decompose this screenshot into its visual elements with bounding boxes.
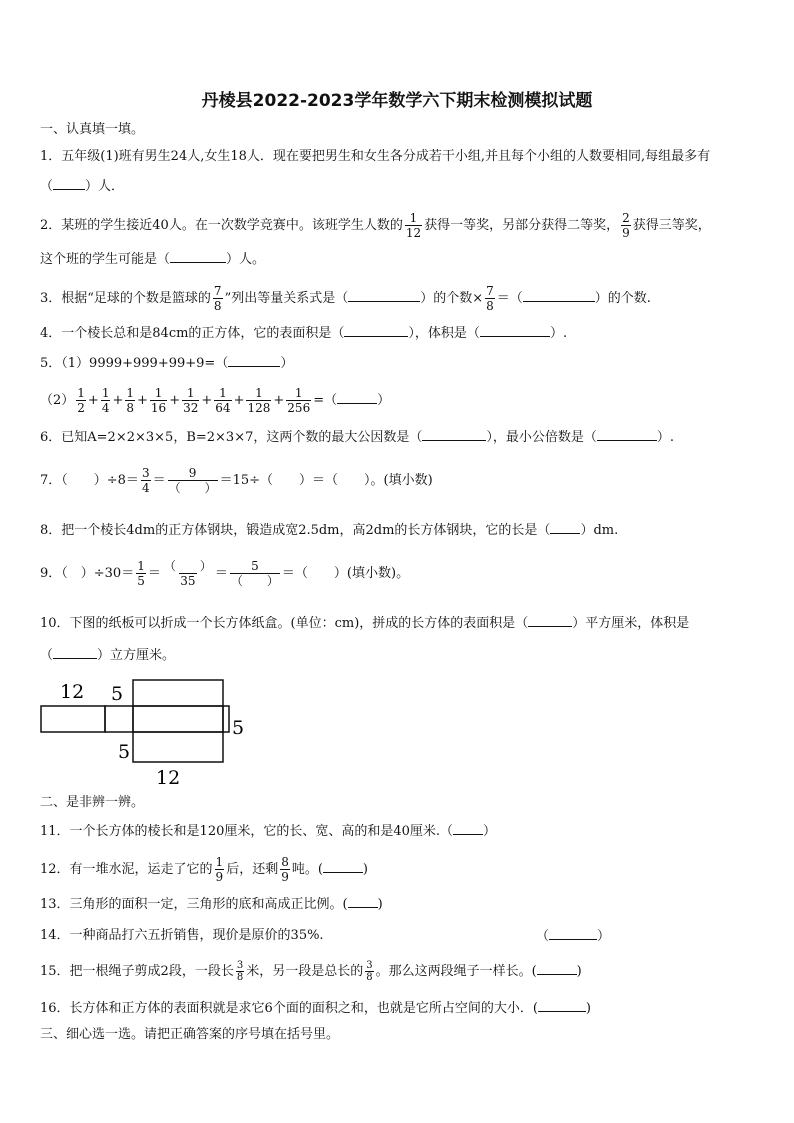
fraction: $\frac{3}{4}$: [141, 466, 150, 495]
answer-blank[interactable]: [597, 428, 657, 441]
section-2-heading: 二、是非辨一辨。: [40, 795, 145, 810]
section-3-heading: 三、细心选一选。请把正确答案的序号填在括号里。: [40, 1027, 340, 1042]
label-5-top: 5: [111, 683, 124, 705]
plus-sign: +: [201, 393, 213, 408]
plus-sign: +: [137, 393, 148, 408]
question-16: 16．长方体和正方体的表面积就是求它6个面的面积之和，也就是它所占空间的大小．( ): [40, 1001, 591, 1016]
question-3: 3．根据“足球的个数是篮球的 $\frac{7}{8}$ ”列出等量关系式是（ ）的个数× $\frac{7}{8}$ ＝（ ）的个数.: [40, 284, 651, 313]
q1-text: 1．五年级(1)班有男生24人,女生18人．现在要把男生和女生各分成若干小组,并且每个小组的人数要相同,每组最多有: [40, 149, 711, 164]
fraction: $\frac{1}{256}$: [287, 386, 311, 415]
answer-blank[interactable]: [538, 999, 586, 1012]
question-12: 12．有一堆水泥，运走了它的 $\frac{1}{9}$ 后，还剩 $\frac{8}{9}$ 吨。( ): [40, 855, 368, 884]
answer-blank[interactable]: [348, 289, 420, 302]
answer-blank[interactable]: [528, 614, 572, 627]
fraction: $\frac{1}{128}$: [247, 386, 271, 415]
question-9: 9．（ ）÷30＝ $\frac{1}{5}$ ＝ $\frac{( )}{35}$ ＝ $\frac{5}{( )}$ ＝（ ）(填小数)。: [40, 559, 410, 588]
answer-blank[interactable]: [422, 428, 486, 441]
net-face-small: [105, 706, 133, 732]
answer-blank[interactable]: [480, 324, 550, 337]
question-10-line-2: （ ）立方厘米。: [40, 648, 176, 663]
answer-blank[interactable]: [228, 354, 280, 367]
fraction: $\frac{1}{9}$: [215, 855, 224, 884]
question-14-answer: （ ）: [536, 929, 611, 944]
fraction: $\frac{( )}{35}$: [163, 559, 212, 588]
plus-sign: +: [87, 393, 99, 408]
question-4: 4．一个棱长总和是84cm的正方体，它的表面积是（ ），体积是（ ）.: [40, 326, 568, 341]
question-5-part-2: （2） $\frac{1}{2}$ + $\frac{1}{4}$ + $\frac{1}{8}$ + $\frac{1}{16}$ + $\frac{1}{32}$ + $\frac{1}{64}$ + $\frac{1}{128}$ + $\frac{1}{256}$ =（ ）: [40, 386, 391, 415]
answer-blank[interactable]: [170, 250, 226, 263]
net-face-middle: [133, 706, 223, 732]
question-1-line-2: （ ）人．: [40, 179, 125, 194]
box-net-figure: [36, 672, 256, 790]
question-14: 14．一种商品打六五折销售，现价是原价的35%.: [40, 928, 324, 943]
question-6: 6．已知A=2×2×3×5，B=2×3×7，这两个数的最大公因数是（ ），最小公倍数是（ ）.: [40, 430, 675, 445]
page-title: 丹棱县2022-2023学年数学六下期末检测模拟试题: [201, 91, 593, 111]
fraction: $\frac{1}{5}$: [137, 559, 145, 588]
answer-blank[interactable]: [549, 927, 597, 940]
answer-blank[interactable]: [348, 895, 378, 908]
answer-blank[interactable]: [453, 822, 483, 835]
fraction: $\frac{1}{32}$: [183, 386, 199, 415]
fraction: $\frac{3}{8}$: [236, 960, 244, 983]
fraction: $\frac{3}{8}$: [366, 960, 373, 983]
answer-blank[interactable]: [323, 860, 363, 873]
fraction: $\frac{7}{8}$: [213, 284, 222, 313]
section-1-heading: 一、认真填一填。: [40, 122, 145, 137]
question-1-line-1: [40, 148, 710, 166]
question-5-part-1: 5．（1）9999+999+99+9=（ ）: [40, 356, 294, 371]
answer-blank[interactable]: [344, 324, 408, 337]
label-12-bottom: 12: [156, 767, 181, 789]
label-12-top: 12: [60, 681, 85, 703]
question-7: 7．（ ）÷8＝ $\frac{3}{4}$ ＝ $\frac{9}{( )}$ ＝15÷（ ）＝（ ）。(填小数): [40, 466, 433, 495]
fraction: $\frac{5}{( )}$: [230, 559, 279, 588]
fraction: $\frac{8}{9}$: [281, 855, 289, 884]
plus-sign: +: [273, 393, 285, 408]
plus-sign: +: [112, 393, 124, 408]
answer-blank[interactable]: [337, 391, 377, 404]
question-13: 13．三角形的面积一定，三角形的底和高成正比例。( ): [40, 897, 383, 912]
fraction: $\frac{7}{8}$: [486, 284, 494, 313]
fraction: $\frac{9}{( )}$: [168, 466, 217, 495]
fraction: $\frac{1}{16}$: [150, 386, 167, 415]
label-5-right: 5: [232, 717, 245, 739]
plus-sign: +: [233, 393, 245, 408]
answer-blank[interactable]: [53, 177, 85, 190]
answer-blank[interactable]: [550, 521, 580, 534]
net-face-left: [41, 706, 105, 732]
fraction: $\frac{1}{2}$: [77, 386, 85, 415]
question-15: 15．把一根绳子剪成2段，一段长 $\frac{3}{8}$ 米，另一段是总长的 $\frac{3}{8}$ 。那么这两段绳子一样长。( ): [40, 960, 582, 983]
question-8: 8．把一个棱长4dm的正方体钢块，锻造成宽2.5dm，高2dm的长方体钢块，它的长是（ ）dm.: [40, 523, 619, 538]
question-10-line-1: 10．下图的纸板可以折成一个长方体纸盒。(单位：cm)，拼成的长方体的表面积是（ ）平方厘米，体积是: [40, 616, 690, 631]
answer-blank[interactable]: [537, 962, 577, 975]
fraction: $\frac{1}{8}$: [126, 386, 135, 415]
question-2-line-1: 2．某班的学生接近40人。在一次数学竞赛中。该班学生人数的 $\frac{1}{12}$ 获得一等奖，另部分获得二等奖， $\frac{2}{9}$ 获得三等奖，: [40, 211, 711, 240]
fraction: $\frac{1}{4}$: [101, 386, 110, 415]
answer-blank[interactable]: [53, 646, 97, 659]
net-face-right: [223, 706, 229, 732]
answer-blank[interactable]: [523, 289, 595, 302]
plus-sign: +: [169, 393, 181, 408]
net-face-bottom: [133, 732, 223, 762]
fraction: $\frac{2}{9}$: [622, 211, 630, 240]
fraction: $\frac{1}{12}$: [405, 211, 422, 240]
fraction: $\frac{1}{64}$: [215, 386, 231, 415]
net-face-top: [133, 680, 223, 706]
label-5-bottom: 5: [118, 741, 131, 763]
question-11: 11．一个长方体的棱长和是120厘米，它的长、宽、高的和是40厘米.（ ）: [40, 824, 497, 839]
question-2-line-2: 这个班的学生可能是（ ）人。: [40, 252, 266, 267]
